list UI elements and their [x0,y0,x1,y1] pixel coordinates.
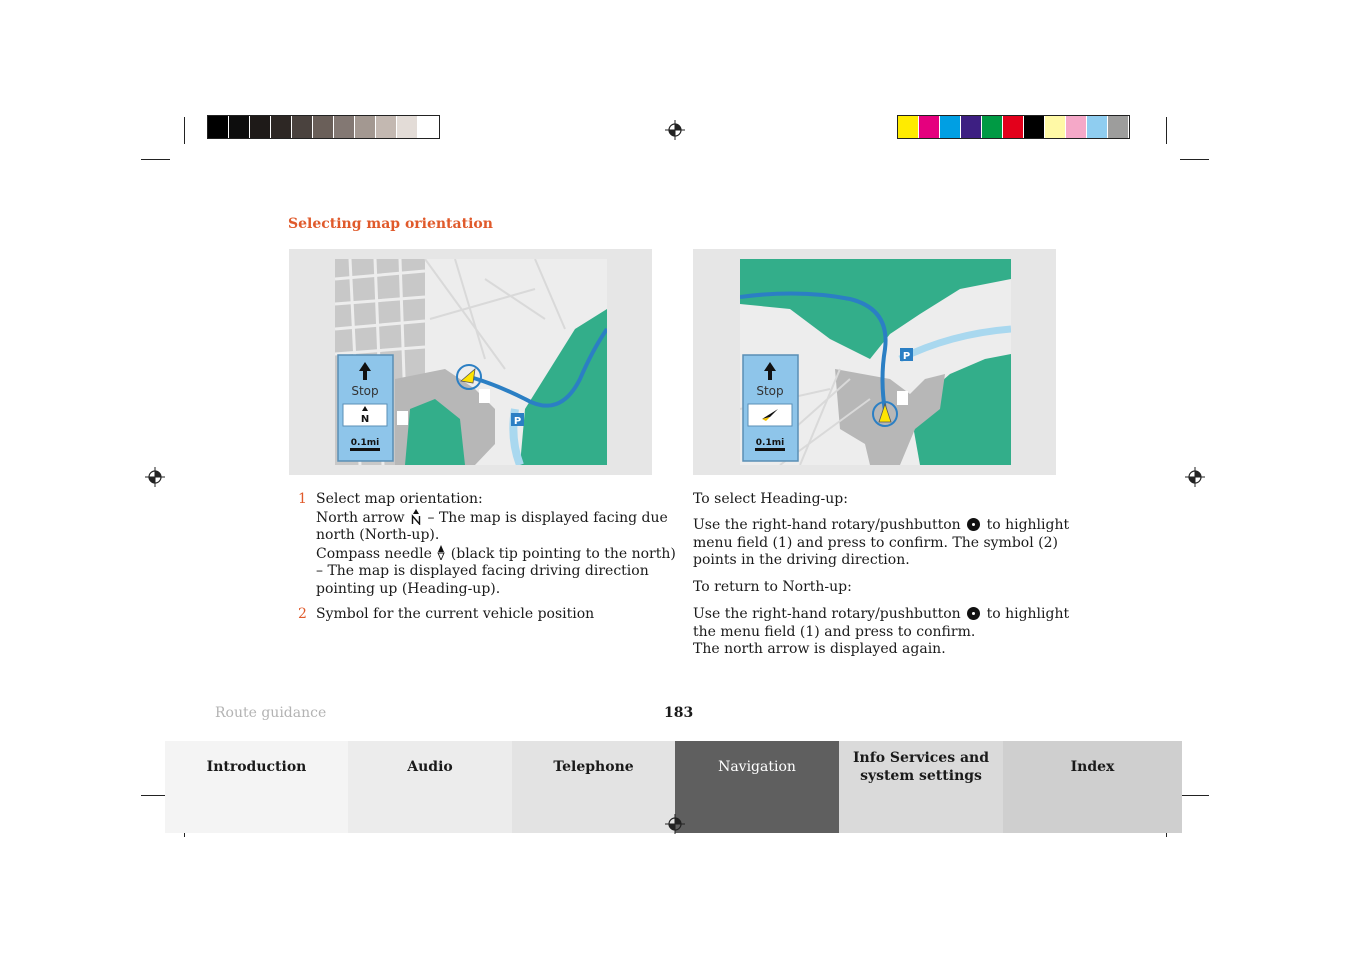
paragraph-line [693,606,1070,624]
paragraph-text: Use the right-hand rotary/pushbutton [693,606,961,622]
color-swatch [376,116,397,138]
color-swatch [1087,116,1108,138]
heading-up-instructions [693,517,1070,570]
color-calibration-bar [897,115,1130,139]
color-swatch [982,116,1003,138]
parking-label: P [902,351,911,362]
crop-mark [141,159,170,160]
color-swatch [898,116,919,138]
parking-label: P [513,416,522,427]
tab-introduction[interactable] [165,741,348,833]
stop-label: Stop [756,384,784,398]
color-swatch [1066,116,1087,138]
tab-label: Navigation [718,759,796,775]
scale-bar [350,448,380,451]
paragraph-line: menu field (1) and press to confirm. The symbol (2) [693,534,1058,551]
map-figure-north-up [289,249,652,475]
color-swatch [313,116,334,138]
tab-label: Introduction [206,759,307,775]
section-title: Selecting map orientation [288,216,493,232]
color-swatch [1108,116,1129,138]
stop-label: Stop [351,384,379,398]
legend-line: – The map is displayed facing driving direction [316,563,649,580]
color-swatch [1045,116,1066,138]
color-swatch [334,116,355,138]
tab-label: Index [1070,759,1115,775]
scale-bar [755,448,785,451]
paragraph-text: to highlight [986,517,1070,533]
map-figure-heading-up [693,249,1056,475]
legend-line: north (North-up). [316,527,440,544]
legend-line: Compass needle [316,545,432,562]
crop-mark [1180,159,1209,160]
legend-number: 1 [298,491,307,507]
paragraph-line [693,517,1070,535]
color-swatch [418,116,439,138]
color-swatch [961,116,982,138]
color-swatch [229,116,250,138]
paragraph-line: the menu field (1) and press to confirm. [693,623,976,640]
tab-label: Audio [407,759,453,775]
color-swatch [250,116,271,138]
tab-label: Telephone [553,759,634,775]
scale-label: 0.1mi [755,438,785,448]
legend-line: North arrow [316,509,405,526]
tab-index[interactable] [1003,741,1182,833]
legend-number: 2 [298,606,307,622]
tab-label: system settings [860,768,982,784]
rotary-pushbutton-icon [967,607,980,620]
north-up-instructions [693,606,1070,659]
color-swatch [292,116,313,138]
color-swatch [940,116,961,138]
rotary-pushbutton-icon [967,518,980,531]
color-swatch [919,116,940,138]
paragraph-line: To return to North-up: [693,579,852,595]
paragraph-text: to highlight [986,606,1070,622]
paragraph-text: Use the right-hand rotary/pushbutton [693,517,961,533]
legend-line: Symbol for the current vehicle position [316,606,595,622]
footer-section-label: Route guidance [215,705,327,721]
map-heading-up [740,259,1011,465]
heading-up-intro [693,491,1053,509]
color-swatch [271,116,292,138]
paragraph-line: The north arrow is displayed again. [693,641,946,658]
color-swatch [1024,116,1045,138]
compass-needle-icon [437,545,445,560]
paragraph-line: points in the driving direction. [693,552,910,569]
page-number: 183 [664,705,694,721]
registration-target-icon [664,813,686,835]
legend-line: – The map is displayed facing due [427,509,668,526]
paragraph-line: To select Heading-up: [693,491,848,507]
legend-line-north [316,509,668,528]
scale-label: 0.1mi [350,438,380,448]
legend-line: (black tip pointing to the north) [450,545,676,562]
tab-audio[interactable] [348,741,512,833]
tab-label: Info Services and [852,750,990,766]
tab-navigation[interactable] [675,741,839,833]
color-swatch [397,116,418,138]
north-up-intro [693,579,1053,597]
registration-target-icon [664,119,686,141]
grey-calibration-bar [207,115,440,139]
legend-line: Select map orientation: [316,491,483,507]
legend-line-compass [316,545,676,564]
color-swatch [208,116,229,138]
color-swatch [1003,116,1024,138]
registration-target-icon [144,466,166,488]
tab-telephone[interactable] [512,741,675,833]
map-north-up [335,259,607,465]
crop-mark [1166,117,1167,144]
north-arrow-icon [411,509,421,525]
crop-mark [184,117,185,144]
crop-mark [1180,795,1209,796]
color-swatch [355,116,376,138]
legend-line: pointing up (Heading-up). [316,580,501,597]
north-label: N [360,414,370,425]
tab-info-services[interactable] [839,741,1003,833]
registration-target-icon [1184,466,1206,488]
